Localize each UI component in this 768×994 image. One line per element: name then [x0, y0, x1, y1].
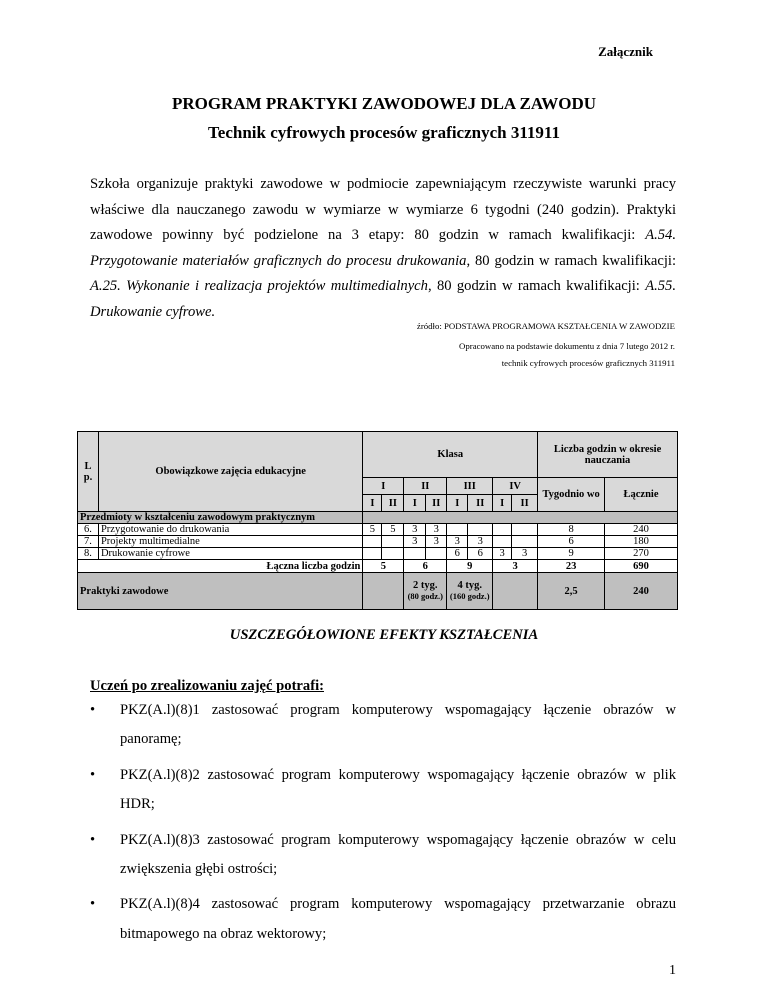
header-hours: Liczba godzin w okresie nauczania: [538, 432, 678, 478]
row-hours: 6: [468, 548, 493, 560]
list-item: [90, 696, 676, 755]
effect-text: PKZ(A.l)(8)2 zastosować program komputerowy wspomagający łączenie obrazów w plik HDR;: [120, 766, 676, 813]
header-total: Łącznie: [605, 478, 678, 512]
intro-text-2: , 80 godzin w ramach kwalifikacji:: [466, 252, 677, 269]
row-hours: 3: [426, 524, 447, 536]
header-klasa: Klasa: [363, 432, 538, 478]
practice-weeks: 4 tyg.: [457, 580, 482, 591]
semester-header: I: [363, 495, 382, 512]
row-hours: [363, 536, 382, 548]
class-header: II: [404, 478, 447, 495]
qualification-a55: A.55. Drukowanie cyfrowe.: [90, 278, 676, 320]
practice-label: Praktyki zawodowe: [78, 573, 363, 610]
row-hours: [447, 524, 468, 536]
row-hours: [512, 524, 538, 536]
effect-text: PKZ(A.l)(8)3 zastosować program komputerowy wspomagający łączenie obrazów w celu zwiększenia głębi ostrości;: [120, 831, 676, 878]
practice-class-4: [493, 573, 538, 610]
sum-label: Łączna liczba godzin: [78, 560, 363, 573]
row-hours: 3: [468, 536, 493, 548]
semester-header: II: [382, 495, 404, 512]
qualification-a25: A.25. Wykonanie i realizacja projektów multimedialnych: [90, 278, 428, 295]
semester-header: I: [404, 495, 426, 512]
row-hours: [493, 524, 512, 536]
effect-text: PKZ(A.l)(8)1 zastosować program komputerowy wspomagający łączenie obrazów w panoramę;: [120, 702, 676, 748]
header-subjects: Obowiązkowe zajęcia edukacyjne: [98, 432, 362, 512]
row-hours: 3: [512, 548, 538, 560]
semester-header: I: [447, 495, 468, 512]
page-number: 1: [669, 963, 676, 978]
practice-class-2: [404, 573, 447, 610]
practice-row: [78, 573, 678, 610]
sum-total: 690: [605, 560, 678, 573]
row-weekly: 9: [538, 548, 605, 560]
row-lp: 7.: [78, 536, 99, 548]
header-lp: L p.: [78, 432, 99, 512]
effects-list: [90, 696, 676, 955]
row-hours: 3: [426, 536, 447, 548]
bullet: •: [90, 896, 96, 913]
row-hours: [468, 524, 493, 536]
profession-title: Technik cyfrowych procesów graficznych 311911: [208, 123, 560, 142]
section-heading: USZCZEGÓŁOWIONE EFEKTY KSZTAŁCENIA: [229, 627, 539, 643]
row-lp: 6.: [78, 524, 99, 536]
row-hours: [363, 548, 382, 560]
sum-class-1: 5: [363, 560, 404, 573]
row-weekly: 6: [538, 536, 605, 548]
intro-text-1: Szkoła organizuje praktyki zawodowe w podmiocie zapewniającym rzeczywiste warunki pracy właściwe dla nauczanego zawodu w wymiarze w wymiarze 6 tygodni (240 godzin). Praktyki zawodowe powinny być podzielone na 3 etapy: 80 godzin w ramach kwalifikacji:: [90, 176, 676, 244]
source-profession-line: technik cyfrowych procesów graficznych 311911: [501, 358, 675, 368]
row-hours: 3: [447, 536, 468, 548]
practice-weeks: 2 tyg.: [413, 580, 438, 591]
semester-header: II: [426, 495, 447, 512]
row-total: 240: [605, 524, 678, 536]
class-header: I: [363, 478, 404, 495]
section-header: Przedmioty w kształceniu zawodowym praktycznym: [78, 512, 363, 524]
semester-header: II: [468, 495, 493, 512]
row-hours: [493, 536, 512, 548]
table-row: [78, 536, 678, 548]
row-total: 180: [605, 536, 678, 548]
practice-hours: (80 godz.): [407, 591, 443, 601]
row-hours: [512, 536, 538, 548]
qualification-a54: A.54. Przygotowanie materiałów graficznych do procesu drukowania: [90, 227, 676, 269]
practice-hours: (160 godz.): [449, 591, 490, 601]
intro-paragraph: [90, 172, 676, 326]
row-hours: 3: [404, 524, 426, 536]
attachment-label: Załącznik: [598, 44, 653, 59]
table-row: [78, 524, 678, 536]
list-item: [90, 890, 676, 949]
sum-weekly: 23: [538, 560, 605, 573]
row-hours: [404, 548, 426, 560]
practice-weekly: 2,5: [538, 573, 605, 610]
program-title: PROGRAM PRAKTYKI ZAWODOWEJ DLA ZAWODU: [171, 94, 597, 113]
practice-class-1: [363, 573, 404, 610]
section-spacer: [363, 512, 678, 524]
class-header: IV: [493, 478, 538, 495]
row-subject: Projekty multimedialne: [98, 536, 362, 548]
row-hours: [382, 548, 404, 560]
row-subject: Drukowanie cyfrowe: [98, 548, 362, 560]
row-subject: Przygotowanie do drukowania: [98, 524, 362, 536]
bullet: •: [90, 702, 96, 718]
source-date-line: Opracowano na podstawie dokumentu z dnia 7 lutego 2012 r.: [459, 341, 675, 351]
list-item: [90, 761, 676, 820]
row-hours: 6: [447, 548, 468, 560]
row-hours: [426, 548, 447, 560]
list-item: [90, 826, 676, 885]
row-hours: 3: [493, 548, 512, 560]
table-row: [78, 548, 678, 560]
row-hours: 3: [404, 536, 426, 548]
bullet: •: [90, 766, 96, 783]
header-weekly: Tygodnio wo: [538, 478, 605, 512]
row-total: 270: [605, 548, 678, 560]
lead-text: Uczeń po zrealizowaniu zajęć potrafi:: [90, 678, 324, 694]
row-hours: [382, 536, 404, 548]
curriculum-table: [77, 431, 678, 610]
row-hours: 5: [363, 524, 382, 536]
effect-text: PKZ(A.l)(8)4 zastosować program komputerowy wspomagający przetwarzanie obrazu bitmapowego na obraz wektorowy;: [120, 896, 676, 942]
row-lp: 8.: [78, 548, 99, 560]
semester-header: I: [493, 495, 512, 512]
sum-row: [78, 560, 678, 573]
bullet: •: [90, 831, 96, 848]
class-header: III: [447, 478, 493, 495]
intro-text-3: , 80 godzin w ramach kwalifikacji:: [427, 278, 646, 295]
sum-class-4: 3: [493, 560, 538, 573]
semester-header: II: [512, 495, 538, 512]
practice-class-3: [447, 573, 493, 610]
source-line: źródło: PODSTAWA PROGRAMOWA KSZTAŁCENIA W ZAWODZIE: [416, 321, 675, 331]
row-weekly: 8: [538, 524, 605, 536]
sum-class-3: 9: [447, 560, 493, 573]
practice-total: 240: [605, 573, 678, 610]
row-hours: 5: [382, 524, 404, 536]
sum-class-2: 6: [404, 560, 447, 573]
